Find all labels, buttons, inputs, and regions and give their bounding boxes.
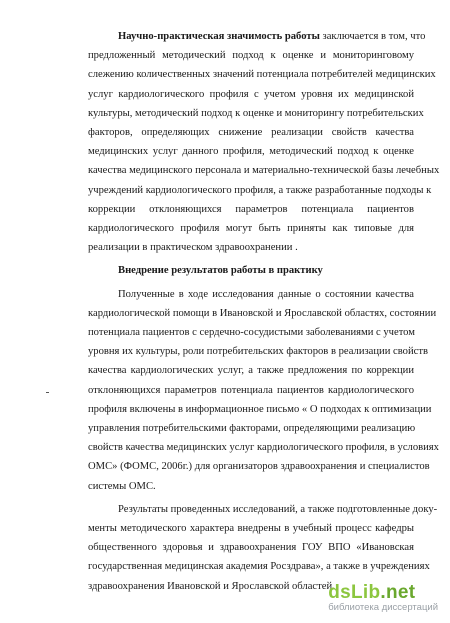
section-heading: Внедрение результатов работы в практику <box>118 265 323 276</box>
paragraph-2-line: потенциала пациентов с сердечно-сосудистыми заболеваниями с учетом <box>88 327 415 338</box>
dslib-logo-suffix: .net <box>380 582 416 603</box>
paragraph-1-line: слежению количественных значений потенциала потребителей медицинских <box>88 69 436 80</box>
paragraph-1-line: коррекции отклоняющихся параметров потенциала пациентов <box>88 204 414 215</box>
paragraph-1-line: учреждений кардиологического профиля, а также разработанные подходы к <box>88 185 432 196</box>
significance-lead: Научно-практическая значимость работы <box>118 31 320 42</box>
dslib-watermark <box>328 582 438 613</box>
paragraph-2-line: системы ОМС. <box>88 481 156 492</box>
paragraph-1-line: предложенный методический подход к оценке и мониторинговому <box>88 50 414 61</box>
margin-mark <box>46 392 49 393</box>
dslib-subtitle: библиотека диссертаций <box>328 602 438 613</box>
dslib-logo <box>328 582 438 604</box>
paragraph-3-line: общественного здоровья и здравоохранения ГОУ ВПО «Ивановская <box>88 542 414 553</box>
paragraph-2-line: отклоняющихся параметров потенциала пациентов кардиологического <box>88 385 414 396</box>
paragraph-2-line: кардиологической помощи в Ивановской и Ярославской областях, состоянии <box>88 308 437 319</box>
significance-lead-rest: заключается в том, что <box>319 31 426 42</box>
paragraph-1-line: услуг кардиологического профиля с учетом уровня их медицинской <box>88 89 414 100</box>
paragraph-3-line: менты методического характера внедрены в учебный процесс кафедры <box>88 523 414 534</box>
paragraph-2-line: управления потребительскими факторами, определяющими реализацию <box>88 423 416 434</box>
dslib-logo-name: dsLib <box>328 582 381 603</box>
paragraph-2-line: Полученные в ходе исследования данные о состоянии качества <box>118 289 414 300</box>
paragraph-3-line: здравоохранения Ивановской и Ярославской областей. <box>88 581 335 592</box>
paragraph-2-line: свойств качества медицинских услуг кардиологического профиля, в условиях <box>88 442 439 453</box>
paragraph-1-line: реализации в практическом здравоохранении . <box>88 242 298 253</box>
paragraph-2-line: качества кардиологических услуг, а также предложения по коррекции <box>88 365 414 376</box>
paragraph-1-line: медицинских услуг данного профиля, методический подход к оценке <box>88 146 414 157</box>
paragraph-1-line-1 <box>118 30 426 43</box>
paragraph-3-line: Результаты проведенных исследований, а также подготовленные доку- <box>118 504 438 515</box>
paragraph-1-line: культуры, методический подход к оценке и мониторингу потребительских <box>88 108 424 119</box>
paragraph-1-line: кардиологического профиля могут быть приняты как типовые для <box>88 223 414 234</box>
paragraph-2-line: ОМС» (ФОМС, 2006г.) для организаторов здравоохранения и специалистов <box>88 461 430 472</box>
paragraph-2-line: профиля включены в информационное письмо « О подходах к оптимизации <box>88 404 432 415</box>
paragraph-3-line: государственная медицинская академия Росздрава», а также в учреждениях <box>88 561 430 572</box>
paragraph-2-line: уровня их культуры, роли потребительских факторов в реализации свойств <box>88 346 428 357</box>
paragraph-1-line: факторов, определяющих снижение реализации свойств качества <box>88 127 414 138</box>
paragraph-1-line: качества медицинского персонала и материально-технической базы лечебных <box>88 165 440 176</box>
